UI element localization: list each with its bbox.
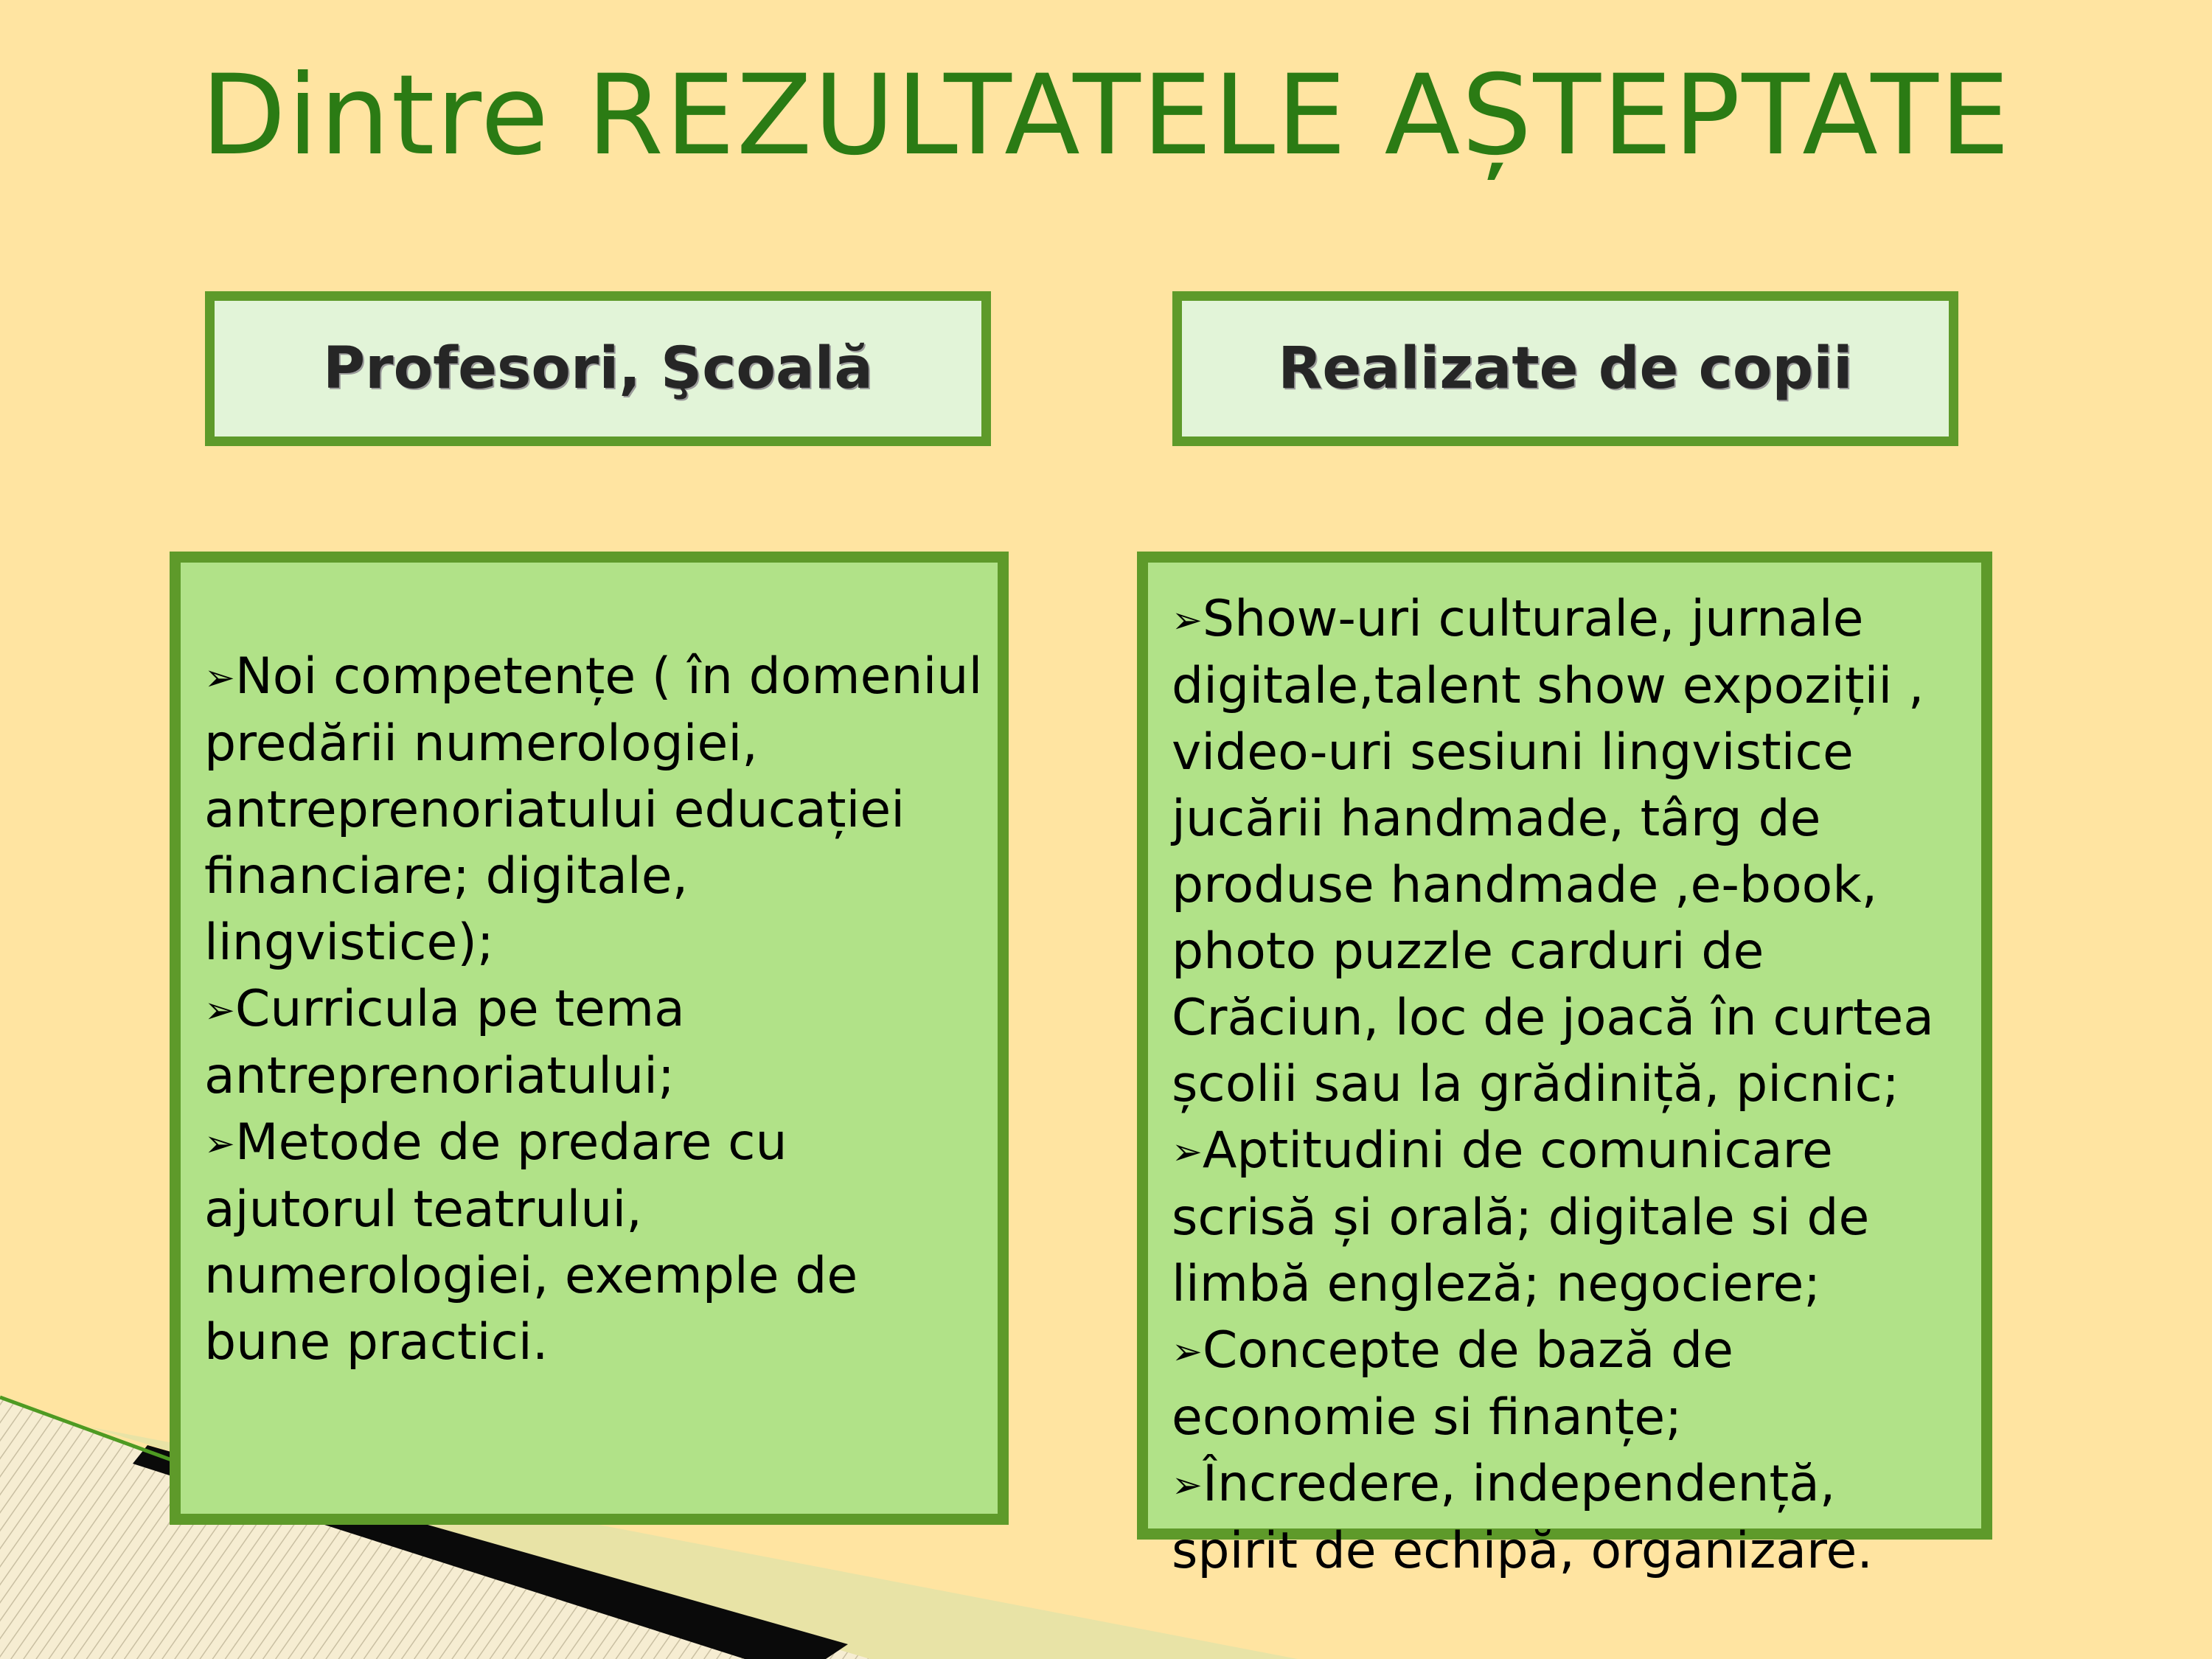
- header-teachers-school: [205, 291, 991, 446]
- header-teachers-school-label: Profesori, Şcoală: [322, 335, 874, 402]
- arrow-bullet-icon: ➢: [204, 1122, 235, 1165]
- arrow-bullet-icon: ➢: [1172, 1330, 1203, 1373]
- arrow-bullet-icon: ➢: [204, 989, 235, 1032]
- children-results-box: [1137, 552, 1992, 1580]
- list-item: ➢Show-uri culturale, jurnale digitale,talent show expoziții , video-uri sesiuni lingvistice jucării handmade, târg de produse handmade ,e-book, photo puzzle carduri de Crăciun, loc de joacă în curtea școlii sau la grădiniță, picnic;: [1172, 590, 1934, 1113]
- header-made-by-children-label: Realizate de copii: [1278, 335, 1853, 402]
- teachers-results-box: [170, 552, 1009, 1525]
- arrow-bullet-icon: ➢: [1172, 599, 1203, 641]
- arrow-bullet-icon: ➢: [1172, 1464, 1203, 1506]
- list-item: ➢Curricula pe tema antreprenoriatului;: [204, 980, 685, 1105]
- arrow-bullet-icon: ➢: [204, 656, 235, 699]
- list-item: ➢Concepte de bază de economie si finanțe;: [1172, 1321, 1734, 1447]
- arrow-bullet-icon: ➢: [1172, 1130, 1203, 1173]
- list-item: ➢Aptitudini de comunicare scrisă și orală; digitale si de limbă engleză; negociere;: [1172, 1121, 1870, 1313]
- list-item: ➢Noi competențe ( în domeniul predării numerologiei, antreprenoriatului educației financiare; digitale, lingvistice);: [204, 647, 983, 972]
- header-made-by-children: [1172, 291, 1958, 446]
- list-item: ➢Încredere, independență, spirit de echipă, organizare.: [1172, 1455, 1873, 1580]
- list-item: ➢Metode de predare cu ajutorul teatrului, numerologiei, exemple de bune practici.: [204, 1113, 858, 1371]
- slide-title: Dintre REZULTATELE AȘTEPTATE: [201, 52, 2011, 180]
